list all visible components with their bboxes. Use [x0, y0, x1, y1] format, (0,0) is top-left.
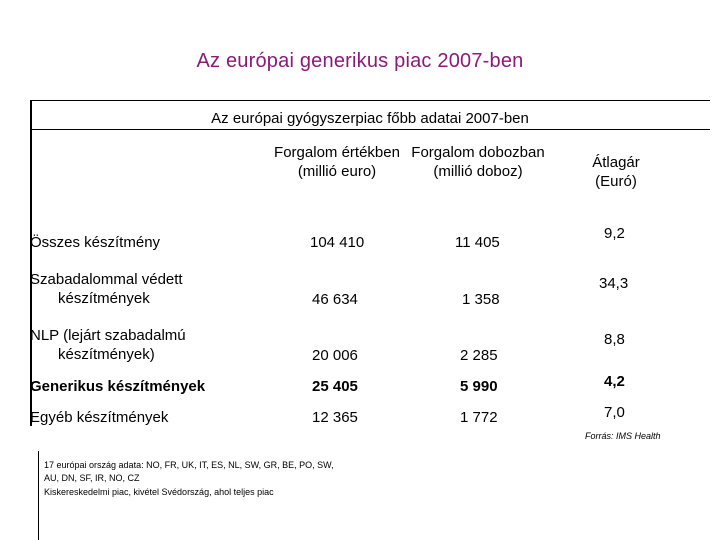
source-note: Forrás: IMS Health — [585, 431, 661, 441]
row-all-value: 104 410 — [310, 234, 365, 251]
row-patented-boxes: 1 358 — [462, 291, 500, 308]
row-label-patented: Szabadalommal védett készítmények — [30, 271, 183, 307]
row-label-other: Egyéb készítmények — [30, 409, 169, 426]
notes-divider — [38, 451, 39, 540]
row-other-price: 7,0 — [604, 404, 625, 421]
row-label-nlp: NLP (lejárt szabadalmú készítmények) — [30, 327, 186, 363]
page-title: Az európai generikus piac 2007-ben — [196, 50, 524, 72]
countries-note: 17 európai ország adata: NO, FR, UK, IT, ES, NL, SW, GR, BE, PO, SW, AU, DN, SF, IR, NO, CZ — [44, 460, 334, 483]
row-label-generic: Generikus készítmények — [30, 378, 206, 395]
row-generic-boxes: 5 990 — [460, 378, 498, 395]
row-generic-price: 4,2 — [604, 373, 625, 390]
row-nlp-boxes: 2 285 — [460, 347, 498, 364]
row-nlp-value: 20 006 — [312, 347, 358, 364]
row-other-boxes: 1 772 — [460, 409, 498, 426]
row-all-price: 9,2 — [604, 225, 625, 242]
header-average-price: Átlagár (Euró) — [592, 154, 640, 190]
row-patented-price: 34,3 — [599, 275, 629, 292]
row-label-all: Összes készítmény — [30, 234, 161, 251]
row-patented-value: 46 634 — [312, 291, 358, 308]
row-generic-value: 25 405 — [312, 378, 358, 395]
header-revenue-boxes: Forgalom dobozban (millió doboz) — [411, 144, 545, 180]
row-other-value: 12 365 — [312, 409, 358, 426]
row-all-boxes: 11 405 — [455, 234, 500, 251]
row-nlp-price: 8,8 — [604, 331, 625, 348]
retail-note: Kiskereskedelmi piac, kivétel Svédország, ahol teljes piac — [44, 487, 274, 497]
header-revenue-value: Forgalom értékben (millió euro) — [274, 144, 400, 180]
table-caption: Az európai gyógyszerpiac főbb adatai 2007-ben — [211, 110, 529, 127]
